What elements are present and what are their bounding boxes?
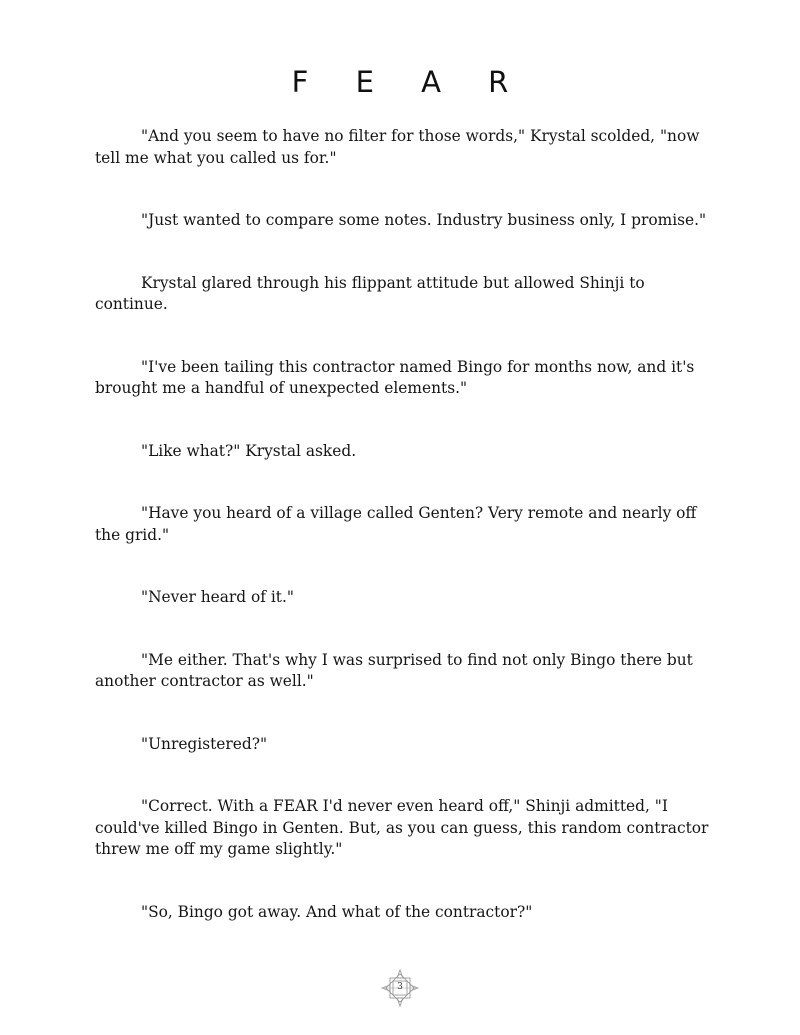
page-footer bbox=[380, 968, 420, 1008]
paragraph: "So, Bingo got away. And what of the contractor?" bbox=[141, 902, 533, 921]
paragraph: "Have you heard of a village called Genten? Very remote and nearly off the grid." bbox=[95, 504, 697, 544]
paragraph: "Just wanted to compare some notes. Industry business only, I promise." bbox=[141, 211, 707, 229]
paragraph: Krystal glared through his flippant attitude but allowed Shinji to continue. bbox=[95, 273, 645, 313]
paragraph: "Correct. With a FEAR I'd never even heard off," Shinji admitted, "I could've killed Bingo in Genten. But, as you can guess, this random contractor threw me off my game slightly." bbox=[95, 797, 709, 858]
story-body bbox=[95, 126, 710, 964]
paragraph: "I've been tailing this contractor named Bingo for months now, and it's brought me a handful of unexpected elements." bbox=[95, 357, 695, 397]
paragraph: "Me either. That's why I was surprised to find not only Bingo there but another contractor as well." bbox=[95, 650, 693, 690]
paragraph: "And you seem to have no filter for those words," Krystal scolded, "now tell me what you called us for." bbox=[95, 127, 700, 167]
page-title: F E A R bbox=[291, 65, 528, 100]
paragraph: "Unregistered?" bbox=[141, 734, 268, 753]
page-number: 3 bbox=[397, 982, 403, 992]
paragraph: "Like what?" Krystal asked. bbox=[141, 441, 357, 460]
paragraph: "Never heard of it." bbox=[141, 588, 294, 606]
